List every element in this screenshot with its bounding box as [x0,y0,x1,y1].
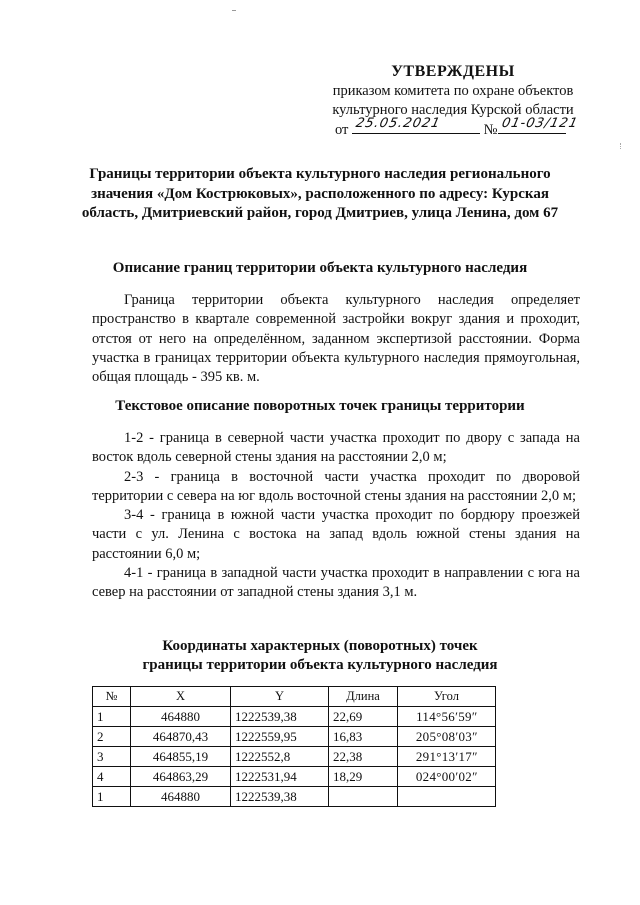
cell-length: 22,69 [329,707,398,727]
cell-y: 1222531,94 [231,767,329,787]
approval-line-1: приказом комитета по охране объектов [332,83,574,99]
cell-angle: 114°56ʹ59ʺ [398,707,496,727]
cell-y: 1222559,95 [231,727,329,747]
cell-length: 22,38 [329,747,398,767]
table-row [93,707,496,727]
cell-x: 464855,19 [131,747,231,767]
document-title: Границы территории объекта культурного наследия регионального значения «Дом Кострюковых», расположенного по адресу: Курская область, Дмитриевский район, город Дмитриев, улица Ленина, дом 67 [81,166,559,221]
table-row [93,747,496,767]
cell-number: 2 [93,727,131,747]
date-prefix: от [335,122,349,138]
col-header-length: Длина [329,687,398,707]
number-blank [498,116,580,134]
turning-point-item: 1-2 - граница в северной части участка проходит по двору с запада на восток вдоль северной стены здания на расстоянии 2,0 м; [92,430,580,466]
cell-y: 1222552,8 [231,747,329,767]
cell-angle: 291°13ʹ17ʺ [398,747,496,767]
turning-points-list [92,429,580,603]
table-row [93,767,496,787]
table-row [93,727,496,747]
description-heading: Описание границ территории объекта культурного наследия [112,260,528,276]
cell-number: 3 [93,747,131,767]
col-header-y: Y [231,687,329,707]
cell-x: 464870,43 [131,727,231,747]
number-prefix: № [483,122,498,138]
cell-x: 464863,29 [131,767,231,787]
cell-angle: 024°00ʹ02ʺ [398,767,496,787]
table-header-row [93,687,496,707]
approval-line-2: культурного наследия Курской области [332,102,574,118]
cell-y: 1222539,38 [231,787,329,807]
cell-length [329,787,398,807]
cell-angle [398,787,496,807]
cell-number: 1 [93,707,131,727]
col-header-x: X [131,687,231,707]
description-text: Граница территории объекта культурного наследия определяет пространство в квартале современной застройки вокруг здания и проходит, отстоя от него на определённом, заданном экспертизой расстоянии. Форма участка в границах территории объекта культурного наследия прямоугольная, общая площадь - 395 кв. м. [92,292,580,386]
cell-number: 1 [93,787,131,807]
cell-x: 464880 [131,707,231,727]
coordinates-table [92,686,496,807]
approval-heading: УТВЕРЖДЕНЫ [391,63,515,80]
cell-length: 18,29 [329,767,398,787]
table-row [93,787,496,807]
handwritten-date: 25.05.2021 [354,116,443,131]
coordinates-heading-1: Координаты характерных (поворотных) точек [162,638,478,654]
date-blank [352,116,480,134]
cell-length: 16,83 [329,727,398,747]
cell-x: 464880 [131,787,231,807]
scan-speck [232,10,236,11]
coordinates-heading-2: границы территории объекта культурного наследия [142,657,498,673]
col-header-angle: Угол [398,687,496,707]
cell-y: 1222539,38 [231,707,329,727]
approval-block [318,62,588,120]
cell-number: 4 [93,767,131,787]
turning-points-heading: Текстовое описание поворотных точек границы территории [115,398,525,414]
turning-point-item: 2-3 - граница в восточной части участка проходит по дворовой территории с севера на юг вдоль восточной стены здания на расстоянии 2,0 м; [92,468,580,504]
col-header-number: № [93,687,131,707]
turning-point-item: 4-1 - граница в западной части участка проходит в направлении с юга на север на расстоянии от западной стены здания 3,1 м. [92,565,580,601]
scan-speck [620,143,624,149]
cell-angle: 205°08ʹ03ʺ [398,727,496,747]
turning-point-item: 3-4 - граница в южной части участка проходит по бордюру проезжей части с ул. Ленина с востока на запад вдоль южной стены здания на расстоянии 6,0 м; [92,507,580,562]
approval-date-number-line [335,116,595,140]
handwritten-number: 01-03/121 [499,116,580,131]
description-text-block [92,291,580,387]
